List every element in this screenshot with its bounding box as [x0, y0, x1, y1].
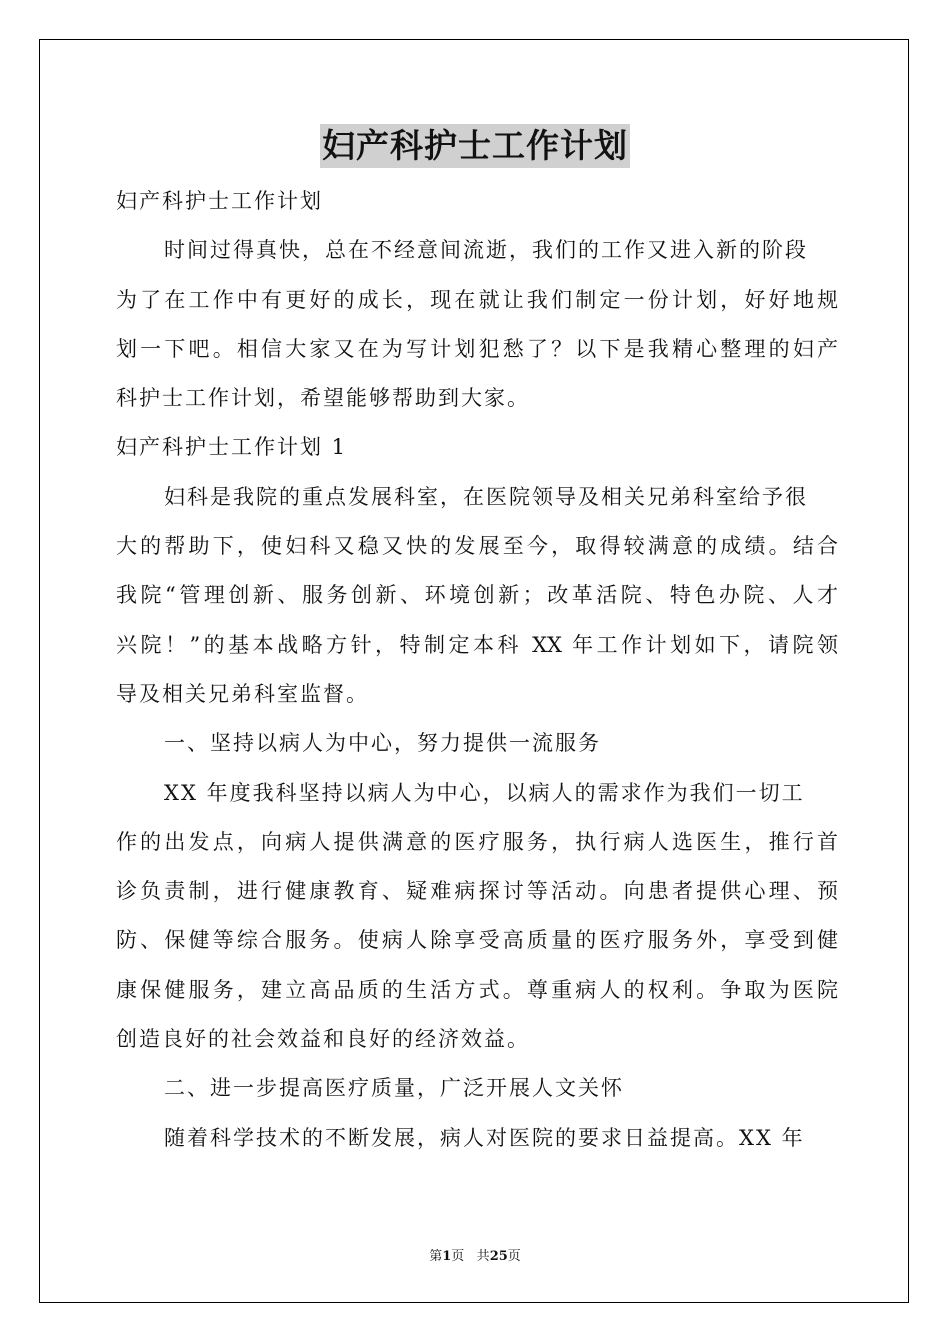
paragraph-line: 时间过得真快，总在不经意间流逝，我们的工作又进入新的阶段	[164, 238, 808, 263]
paragraph-line: 导及相关兄弟科室监督。	[116, 681, 369, 706]
paragraph-line: 划一下吧。相信大家又在为写计划犯愁了？以下是我精心整理的妇产	[116, 336, 838, 361]
page-prefix: 第	[429, 1249, 443, 1264]
page-suffix: 页	[451, 1249, 465, 1264]
paragraph-line: 兴院！”的基本战略方针，特制定本科 XX 年工作计划如下，请院领	[116, 632, 838, 657]
subtitle-line: 妇产科护士工作计划	[116, 189, 323, 213]
section-heading: 妇产科护士工作计划 1	[116, 435, 348, 460]
subsection-heading: 一、坚持以病人为中心，努力提供一流服务	[164, 731, 601, 756]
paragraph-line: 防、保健等综合服务。使病人除享受高质量的医疗服务外，享受到健	[116, 928, 838, 953]
total-prefix: 共	[476, 1249, 490, 1264]
paragraph-line: 为了在工作中有更好的成长，现在就让我们制定一份计划，好好地规	[116, 287, 838, 312]
paragraph-line: 随着科学技术的不断发展，病人对医院的要求日益提高。XX 年	[164, 1125, 805, 1150]
paragraph-line: 康保健服务，建立高品质的生活方式。尊重病人的权利。争取为医院	[116, 977, 838, 1002]
total-pages: 25	[489, 1249, 508, 1264]
total-suffix: 页	[507, 1249, 521, 1264]
paragraph-line: 创造良好的社会效益和良好的经济效益。	[116, 1027, 530, 1052]
paragraph-line: XX 年度我科坚持以病人为中心，以病人的需求作为我们一切工	[164, 780, 805, 805]
page-number: 1	[442, 1249, 452, 1264]
title-container	[0, 124, 950, 168]
paragraph-line: 诊负责制，进行健康教育、疑难病探讨等活动。向患者提供心理、预	[116, 879, 838, 904]
paragraph-line: 作的出发点，向病人提供满意的医疗服务，执行病人选医生，推行首	[116, 829, 838, 854]
subsection-heading: 二、进一步提高医疗质量，广泛开展人文关怀	[164, 1076, 624, 1101]
document-title: 妇产科护士工作计划	[320, 124, 630, 168]
paragraph-line: 妇科是我院的重点发展科室，在医院领导及相关兄弟科室给予很	[164, 484, 808, 509]
page-footer	[0, 1248, 950, 1266]
document-body	[116, 177, 838, 1163]
paragraph-line: 科护士工作计划，希望能够帮助到大家。	[116, 386, 530, 411]
paragraph-line: 大的帮助下，使妇科又稳又快的发展至今，取得较满意的成绩。结合	[116, 534, 838, 559]
paragraph-line: 我院“管理创新、服务创新、环境创新；改革活院、特色办院、人才	[116, 583, 838, 608]
